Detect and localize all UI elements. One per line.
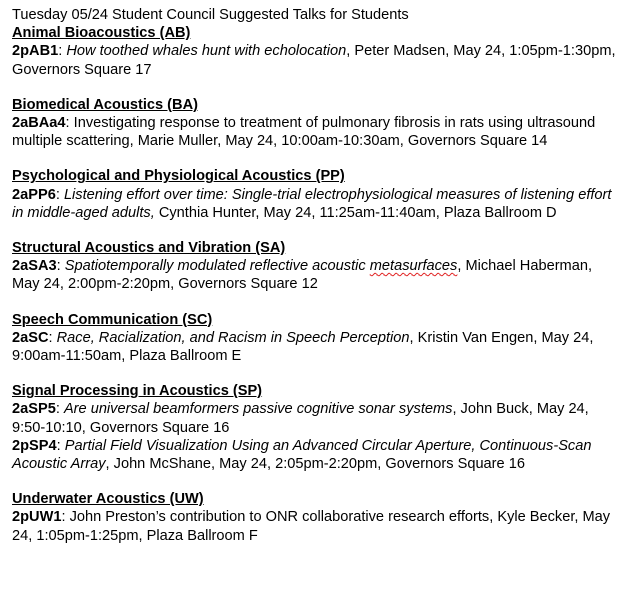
talk-title: Spatiotemporally modulated reflective acoustic (64, 258, 370, 275)
talk-title: How toothed whales hunt with echolocation (66, 43, 347, 60)
section-psychological-physiological-acoustics (12, 167, 618, 222)
talk-details: , Marie Muller, May 24, 10:00am-10:30am, Governors Square 14 (129, 133, 548, 150)
section-title: Biomedical Acoustics (BA) (12, 96, 198, 113)
talk-entry: 2aPP6: Listening effort over time: Single-trial electrophysiological measures of listening effort in middle-aged adults, Cynthia Hunter, May 24, 11:25am-11:40am, Plaza Ballroom D (12, 186, 612, 221)
section-title: Animal Bioacoustics (AB) (12, 25, 191, 42)
talk-entry: 2aSA3: Spatiotemporally modulated reflective acoustic metasurfaces, Michael Haberman, May 24, 2:00pm-2:20pm, Governors Square 12 (12, 258, 593, 293)
section-speech-communication (12, 311, 618, 366)
talk-entry: 2aSC: Race, Racialization, and Racism in Speech Perception, Kristin Van Engen, May 24, 9:00am-11:50am, Plaza Ballroom E (12, 329, 594, 365)
talk-code: 2aSA3 (12, 258, 57, 275)
talk-details: , John Buck, May 24, 9:50-10:10, Governors Square 16 (12, 401, 589, 436)
talk-entry: 2pSP4: Partial Field Visualization Using an Advanced Circular Aperture, Continuous-Scan Acoustic Array, John McShane, May 24, 2:05pm-2:20pm, Governors Square 16 (12, 437, 592, 473)
talk-details: , Michael Haberman, May 24, 2:00pm-2:20pm, Governors Square 12 (12, 258, 593, 293)
spellcheck-flagged-word: metasurfaces (369, 258, 458, 275)
section-structural-acoustics (12, 239, 618, 294)
section-title: Speech Communication (SC) (12, 311, 213, 328)
talk-title: John Preston’s contribution to ONR collaborative research efforts (69, 509, 490, 526)
talk-code: 2pAB1 (12, 43, 59, 60)
talk-code: 2pUW1 (12, 509, 62, 526)
talk-details: , Kyle Becker, May 24, 1:05pm-1:25pm, Plaza Ballroom F (12, 509, 611, 544)
document-heading: Tuesday 05/24 Student Council Suggested Talks for Students (12, 7, 409, 23)
talk-title: Investigating response to treatment of pulmonary fibrosis in rats using ultrasound multiple scattering (12, 115, 596, 150)
talk-code: 2aSC (12, 329, 49, 346)
talk-title: Partial Field Visualization Using an Advanced Circular Aperture, Continuous-Scan Acoustic Array (12, 437, 592, 473)
section-title: Structural Acoustics and Vibration (SA) (12, 240, 286, 257)
section-title: Signal Processing in Acoustics (SP) (12, 383, 263, 400)
talk-title: Race, Racialization, and Racism in Speech Perception (56, 329, 410, 346)
talk-title: Are universal beamformers passive cognitive sonar systems (63, 401, 453, 418)
section-animal-bioacoustics (12, 24, 618, 79)
talk-code: 2pSP4 (12, 437, 57, 454)
section-title: Psychological and Physiological Acoustics (PP) (12, 168, 345, 185)
talk-details: , John McShane, May 24, 2:05pm-2:20pm, Governors Square 16 (105, 456, 525, 473)
talk-title: Listening effort over time: Single-trial electrophysiological measures of listening effort in middle-aged adults, (12, 186, 612, 221)
section-underwater-acoustics (12, 490, 618, 545)
section-biomedical-acoustics (12, 96, 618, 151)
talk-code: 2aBAa4 (12, 115, 66, 132)
section-signal-processing (12, 382, 618, 473)
talk-entry: 2pAB1: How toothed whales hunt with echolocation, Peter Madsen, May 24, 1:05pm-1:30pm, Governors Square 17 (12, 43, 616, 78)
talk-details: Cynthia Hunter, May 24, 11:25am-11:40am, Plaza Ballroom D (154, 204, 557, 221)
talk-code: 2aPP6 (12, 186, 56, 203)
talk-details: , Peter Madsen, May 24, 1:05pm-1:30pm, Governors Square 17 (12, 43, 616, 78)
talk-entry: 2pUW1: John Preston’s contribution to ONR collaborative research efforts, Kyle Becker, May 24, 1:05pm-1:25pm, Plaza Ballroom F (12, 509, 611, 544)
talk-details: , Kristin Van Engen, May 24, 9:00am-11:50am, Plaza Ballroom E (12, 329, 594, 365)
talk-entry: 2aSP5: Are universal beamformers passive cognitive sonar systems, John Buck, May 24, 9:50-10:10, Governors Square 16 (12, 401, 589, 436)
section-title: Underwater Acoustics (UW) (12, 491, 204, 508)
talk-entry: 2aBAa4: Investigating response to treatment of pulmonary fibrosis in rats using ultrasound multiple scattering, Marie Muller, May 24, 10:00am-10:30am, Governors Square 14 (12, 115, 596, 150)
talk-code: 2aSP5 (12, 401, 56, 418)
